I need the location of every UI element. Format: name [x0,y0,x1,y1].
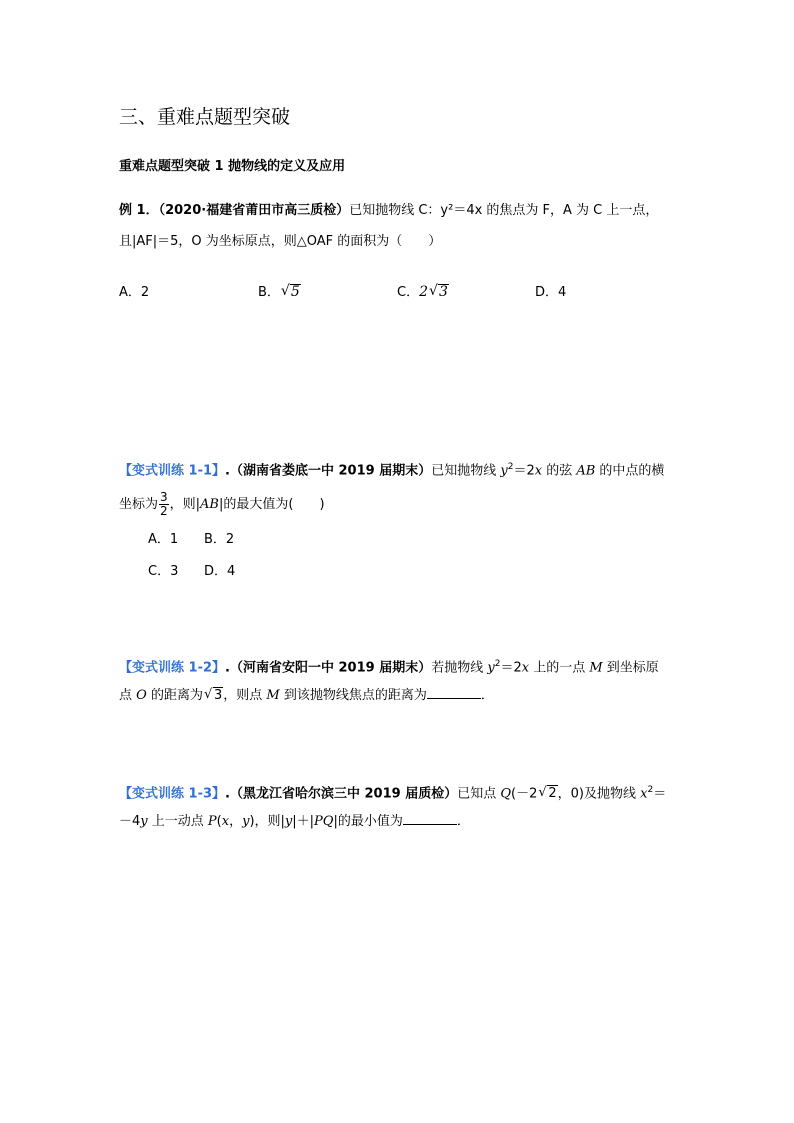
drill1-label: 【变式训练 1-1】 [119,463,226,479]
example1-label: 例 1． [119,203,159,218]
sqrt-symbol: √ 3 [204,686,223,706]
drill2-label: 【变式训练 1-2】 [119,660,226,676]
subsection-title: 重难点题型突破 1 抛物线的定义及应用 [119,159,346,174]
drill1-option-b: B．2 [204,532,235,547]
example1-option-d: D．4 [535,285,567,300]
answer-blank[interactable] [427,686,481,699]
drill1-line1: 【变式训练 1-1】.（湖南省娄底一中 2019 届期末）已知抛物线 $y^2=2x$ 的弦 AB 的中点的横 [119,462,665,479]
drill2-line2: 点 O 的距离为√ 3，则点 M 到该抛物线焦点的距离为 ． [119,686,494,706]
sqrt-symbol: √ 2 [538,784,557,804]
drill1-option-a: A．1 [148,532,179,547]
drill3-line2: －4y 上一动点 P(x，y)，则|y|＋|PQ|的最小值为 ． [119,814,470,829]
drill1-option-c: C．3 [148,564,179,579]
drill3-source: （黑龙江省哈尔滨三中 2019 届质检） [229,786,458,802]
example1-line1 [119,201,658,221]
example1-option-c: C．2√ 3 [397,282,449,303]
drill3-label: 【变式训练 1-3】 [119,786,226,802]
example1-option-b: B．√ 5 [258,282,301,303]
example1-line2: 且|AF|＝5，O 为坐标原点，则△OAF 的面积为（ ） [119,234,442,249]
drill1-line2: 坐标为 $\frac{3}{2}$ ，则|AB|的最大值为( ) [119,490,325,518]
drill1-option-d: D．4 [204,564,236,579]
sqrt-symbol: √ 5 [281,282,301,302]
drill2-source: （河南省安阳一中 2019 届期末） [229,660,432,676]
example1-source: （2020·福建省莆田市高三质检） [158,203,350,218]
drill2-line1: 【变式训练 1-2】.（河南省安阳一中 2019 届期末）若抛物线 $y^2=2x$ 上的一点 M 到坐标原 [119,659,659,676]
fraction: $\frac{3}{2}$ [160,490,168,518]
drill3-line1: 【变式训练 1-3】.（黑龙江省哈尔滨三中 2019 届质检）已知点 Q(－2√ 2，0)及抛物线 $x^2=$ [119,780,666,804]
sqrt-symbol: √ 3 [429,282,449,302]
section-title: 三、重难点题型突破 [119,106,291,128]
example1-option-a: A．2 [119,285,150,300]
example1-text-1: 已知抛物线 C：y²＝4x 的焦点为 F，A 为 C 上一点， [349,203,659,218]
answer-blank[interactable] [403,812,457,825]
drill1-source: （湖南省娄底一中 2019 届期末） [229,463,432,479]
